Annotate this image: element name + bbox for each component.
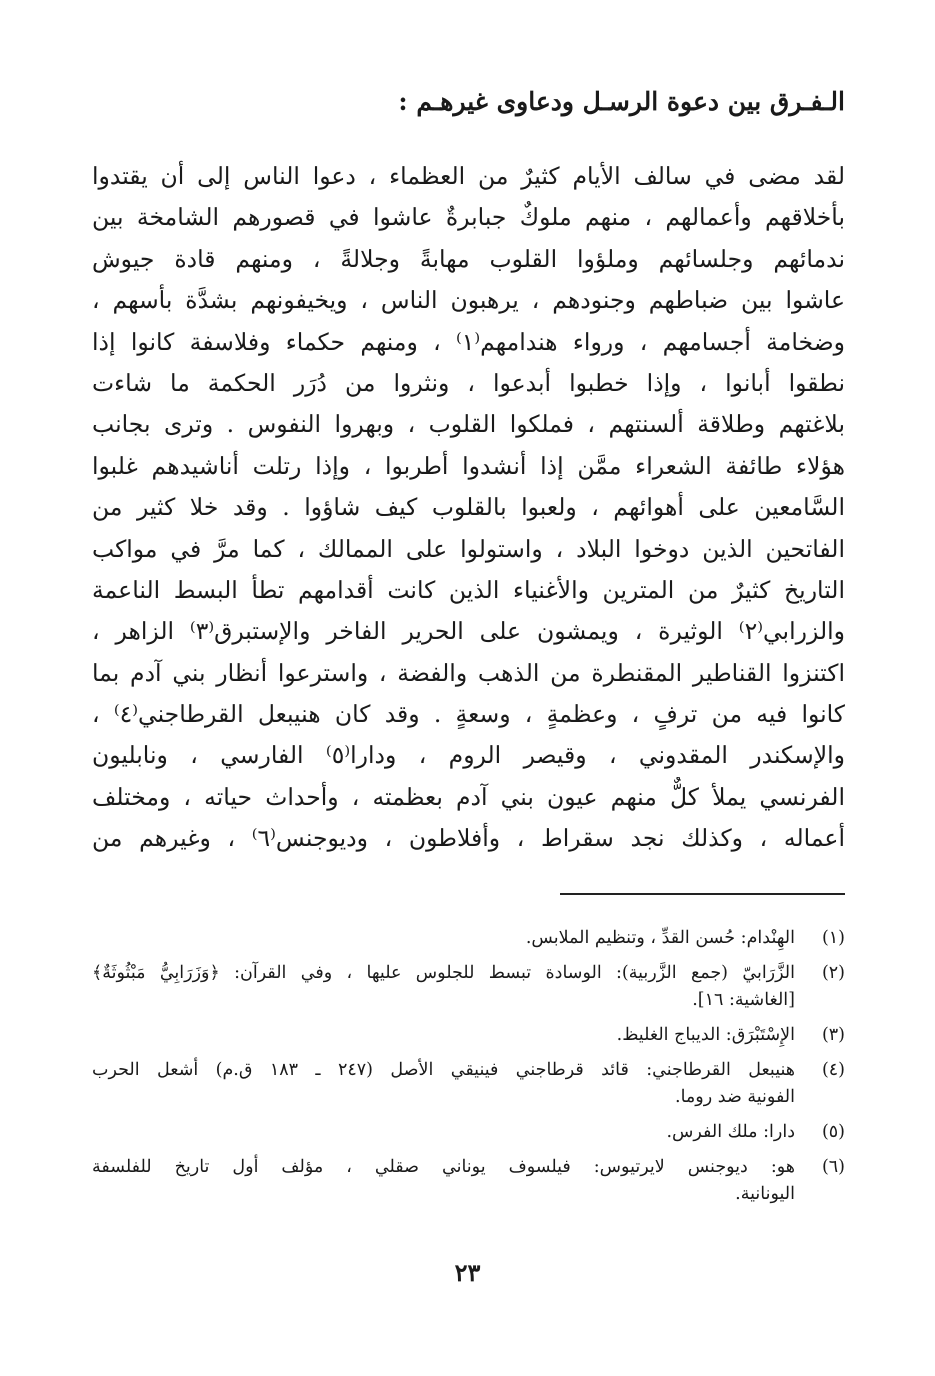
footnote-divider [560, 893, 845, 895]
section-heading: الـفـرق بين دعوة الرسـل ودعاوى غيرهـم : [398, 87, 845, 116]
body-line: الفرنسي يملأ كلٌّ منهم عيون بني آدم بعظمته ، وأحداث حياته ، ومختلف [92, 782, 845, 811]
body-line: السَّامعين على أهوائهم ، ولعبوا بالقلوب كيف شاؤوا . وقد خلا كثير من [92, 493, 845, 522]
footnote-item [92, 1154, 845, 1208]
body-line: أعماله ، وكذلك نجد سقراط ، وأفلاطون ، وديوجنس⁽٦⁾ ، وغيرهم من [92, 824, 845, 853]
footnote-item [92, 1057, 845, 1111]
footnote-number: (٦) [821, 1157, 845, 1177]
footnote-item [92, 925, 845, 952]
body-line: بلاغتهم وطلاقة ألسنتهم ، فملكوا القلوب ، وبهروا النفوس . وترى بجانب [92, 410, 845, 439]
footnote-text: [الغاشية: ١٦]. [692, 990, 795, 1010]
body-line: لقد مضى في سالف الأيام كثيرٌ من العظماء ، دعوا الناس إلى أن يقتدوا [92, 162, 845, 190]
page-number: ٢٣ [454, 1258, 481, 1287]
footnote-text: هنيبعل القرطاجني: قائد قرطاجني فينيقي الأصل (٢٤٧ ـ ١٨٣ ق.م) أشعل الحرب [92, 1060, 795, 1080]
body-line: الفاتحين الذين دوخوا البلاد ، واستولوا على الممالك ، كما مرَّ في مواكب [92, 534, 845, 563]
body-line: اكتنزوا القناطير المقنطرة من الذهب والفضة ، واسترعوا أنظار بني آدم بما [92, 658, 845, 687]
body-line: والإسكندر المقدوني ، وقيصر الروم ، ودارا⁽٥⁾ الفارسي ، ونابليون [92, 741, 845, 770]
footnote-text: هو: ديوجنس لايرتيوس: فيلسوف يوناني صقلي ، مؤلف أول تاريخ للفلسفة [92, 1157, 795, 1177]
footnote-number: (١) [821, 928, 845, 948]
body-line: كانوا فيه من ترفٍ ، وعظمةٍ ، وسعةٍ . وقد كان هنيبعل القرطاجني⁽٤⁾ ، [92, 700, 845, 729]
footnote-number: (٥) [821, 1122, 845, 1142]
body-line: هؤلاء طائفة الشعراء ممَّن إذا أنشدوا أطربوا ، وإذا رتلت أناشيدهم غلبوا [92, 451, 845, 480]
footnote-item [92, 1119, 845, 1146]
body-line: ندمائهم وجلسائهم وملؤوا القلوب مهابةً وجلالةً ، ومنهم قادة جيوش [92, 244, 845, 273]
body-line: عاشوا بين ضباطهم وجنودهم ، يرهبون الناس ، ويخيفونهم بشدَّة بأسهم ، [92, 286, 845, 315]
footnote-number: (٤) [821, 1060, 845, 1080]
footnote-text: الزَّرَابيّ (جمع الزَّربية): الوسادة تبسط للجلوس عليها ، وفي القرآن: ﴿وَزَرَابِيُّ مَبْثُوثَةٌ﴾ [92, 963, 795, 983]
body-paragraph [92, 156, 845, 860]
footnote-number: (٢) [821, 963, 845, 983]
footnote-text: الهِنْدام: حُسن القدِّ ، وتنظيم الملابس. [525, 928, 795, 948]
footnote-text: دارا: ملك الفرس. [666, 1122, 795, 1142]
footnote-number: (٣) [821, 1025, 845, 1045]
footnote-text: الفونية ضد روما. [675, 1087, 795, 1107]
body-line: بأخلاقهم وأعمالهم ، منهم ملوكٌ جبابرةٌ عاشوا في قصورهم الشامخة بين [92, 203, 845, 232]
footnote-text: اليونانية. [735, 1184, 795, 1204]
footnotes-list [92, 925, 845, 1216]
body-line: وضخامة أجسامهم ، ورواء هندامهم⁽١⁾ ، ومنهم حكماء وفلاسفة كانوا إذا [92, 327, 845, 356]
body-line: التاريخ كثيرٌ من المترين والأغنياء الذين كانت أقدامهم تطأ البسط الناعمة [92, 575, 845, 604]
body-line: والزرابي⁽٢⁾ الوثيرة ، ويمشون على الحرير الفاخر والإستبرق⁽٣⁾ الزاهر ، [92, 617, 845, 646]
footnote-text: الإِسْتَبْرَق: الديباج الغليظ. [616, 1025, 795, 1045]
footnote-item [92, 1022, 845, 1049]
footnote-item [92, 960, 845, 1014]
body-line: نطقوا أبانوا ، وإذا خطبوا أبدعوا ، ونثروا من دُرَر الحكمة ما شاءت [92, 368, 845, 397]
